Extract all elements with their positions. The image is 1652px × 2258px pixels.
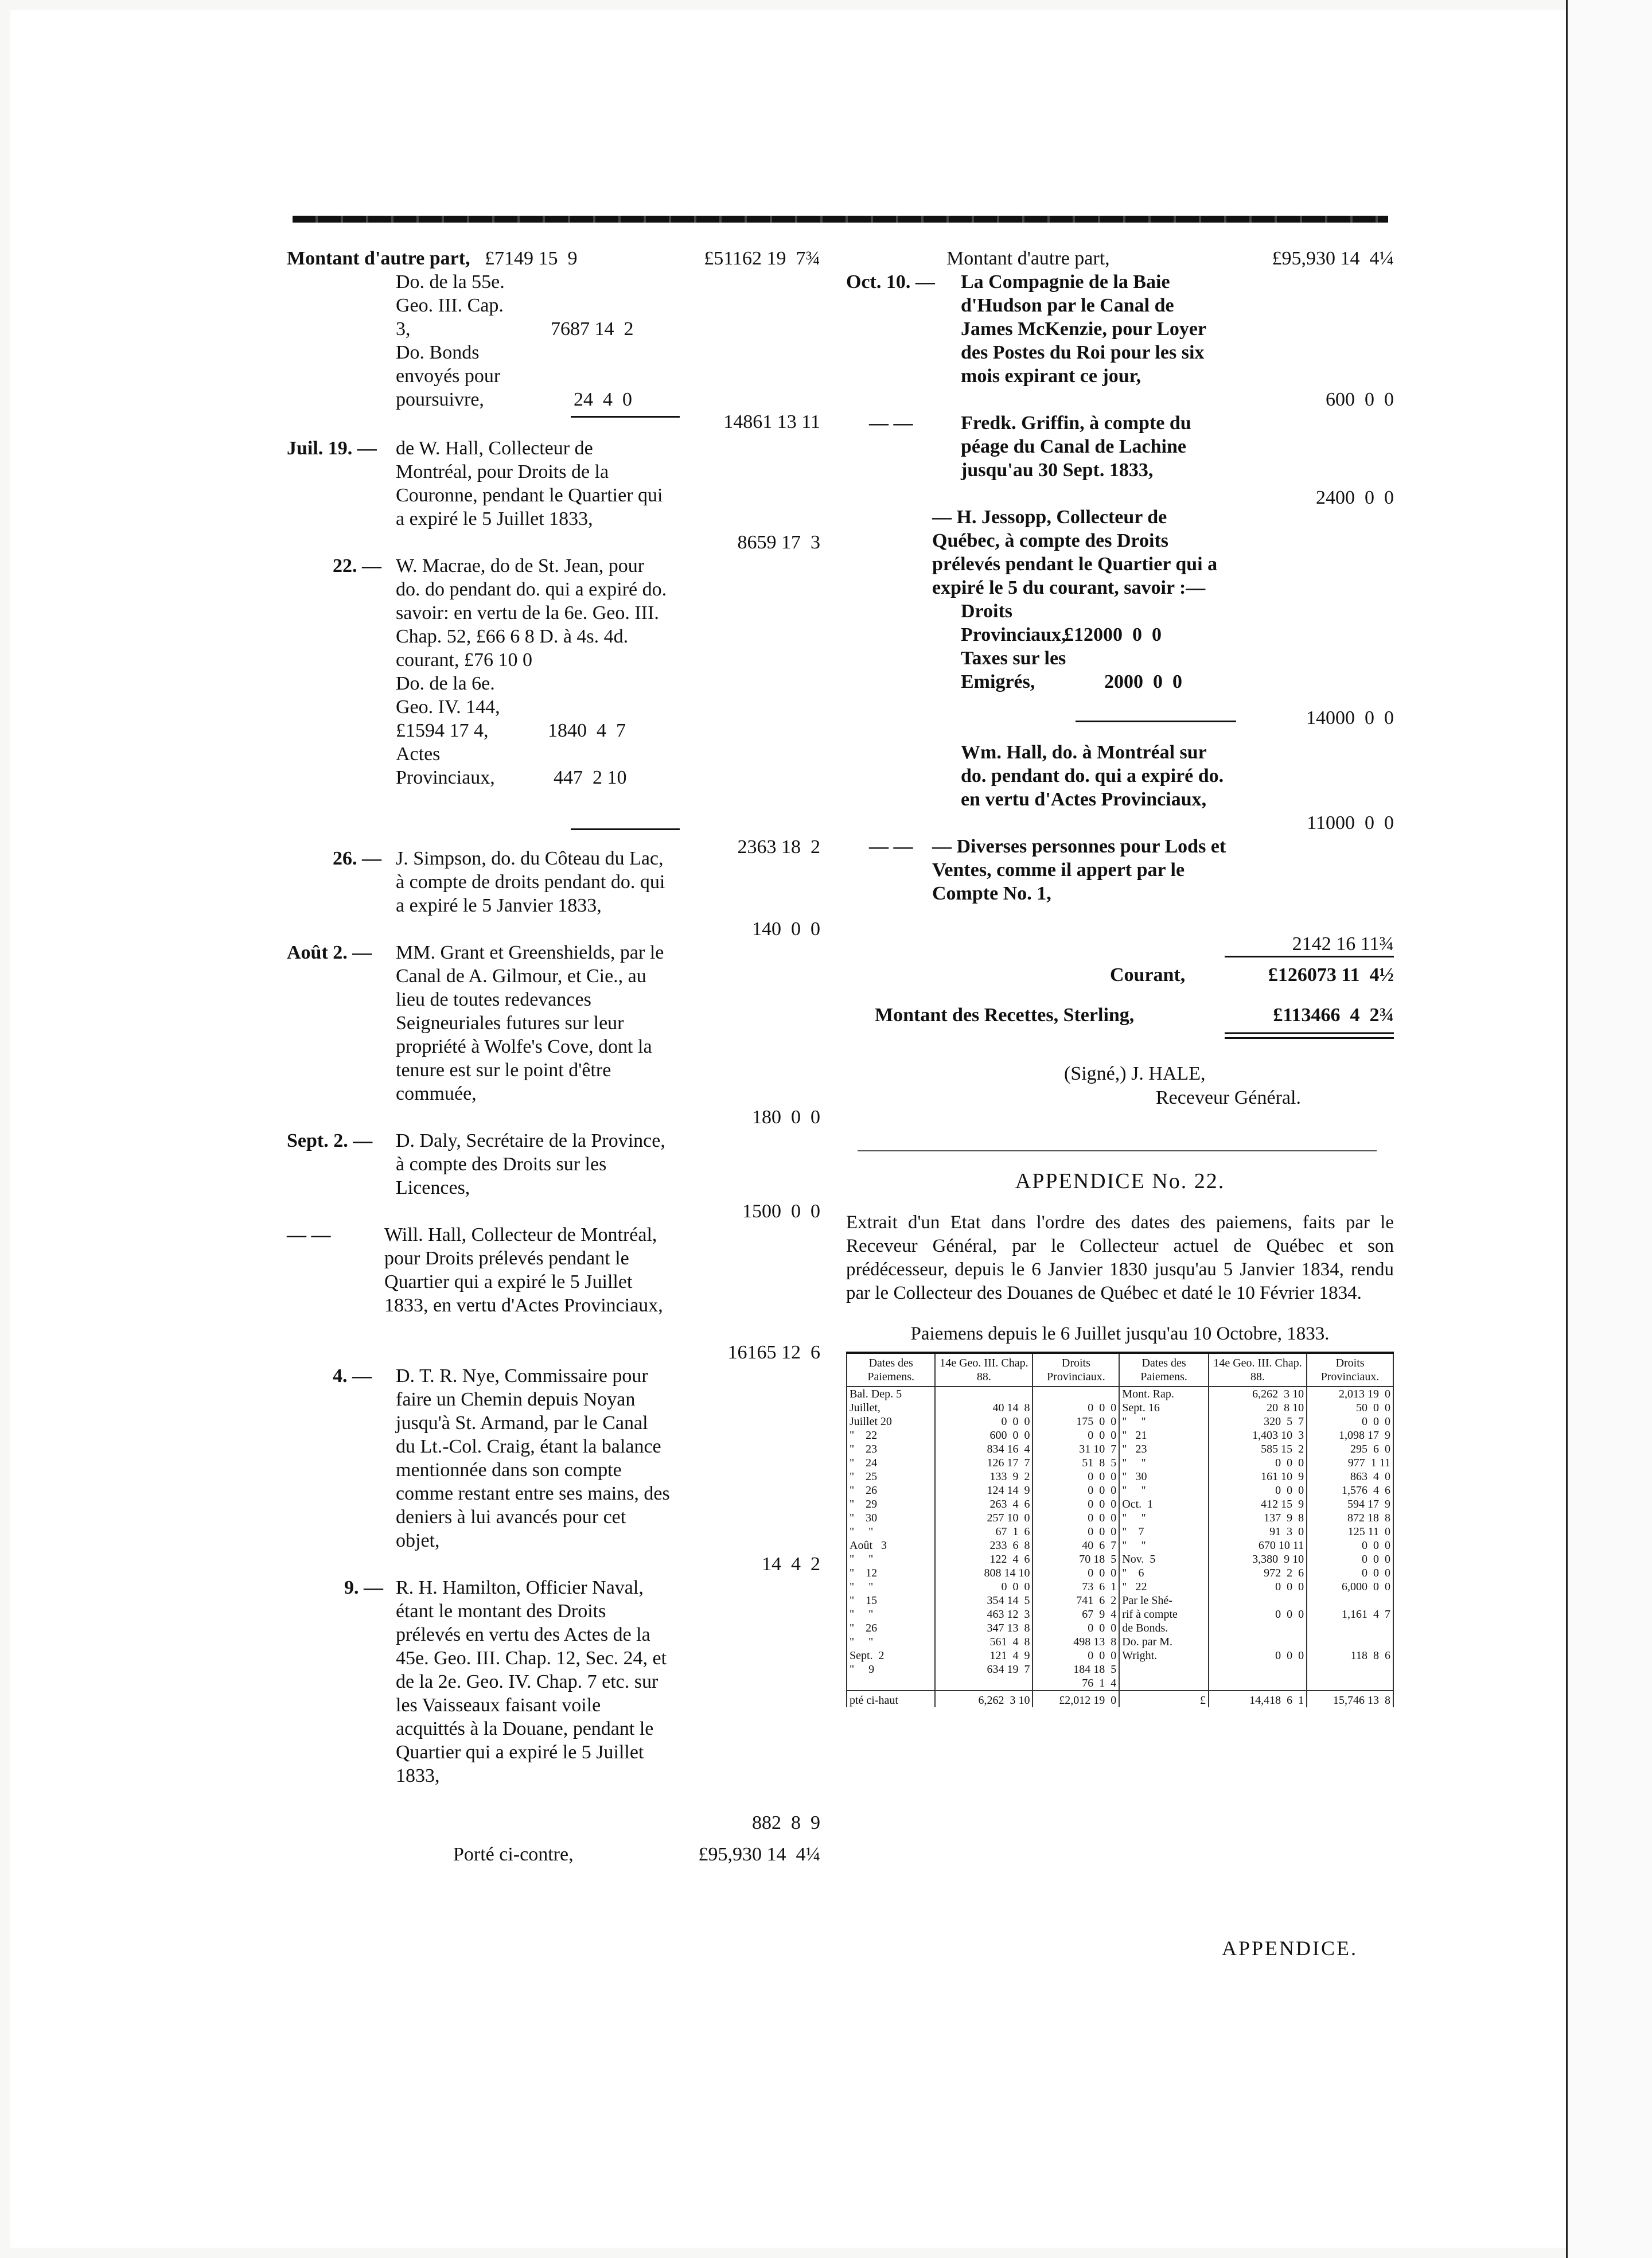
appendix-description: Extrait d'un Etat dans l'ordre des dates des paiemens, faits par le Receveur Général, par le Collecteur actuel de Québec et son prédécesseur, depuis le 6 Janvier 1830 jusqu'au 5 Janvier 1834, rendu par le Collecteur des Douanes de Québec et daté le 10 Février 1834. bbox=[846, 1212, 1394, 1303]
table-cell: " 22 bbox=[847, 1428, 935, 1442]
table-cell: " 26 bbox=[847, 1621, 935, 1635]
ledger-entry bbox=[287, 554, 820, 858]
total-cell: 15,746 13 8 bbox=[1307, 1691, 1393, 1707]
carried-amount: £95,930 14 4¼ bbox=[1272, 248, 1394, 269]
adjacent-page-edge bbox=[1566, 0, 1652, 2258]
table-cell: 263 4 6 bbox=[935, 1497, 1032, 1511]
table-cell: 40 6 7 bbox=[1032, 1539, 1119, 1552]
entry-date: 4. — bbox=[333, 1365, 372, 1387]
table-cell bbox=[1307, 1635, 1393, 1649]
table-row bbox=[847, 1594, 1393, 1607]
table-cell: 50 0 0 bbox=[1307, 1401, 1393, 1415]
table-cell bbox=[1307, 1676, 1393, 1691]
total-line bbox=[846, 963, 1394, 1003]
table-cell: 634 19 7 bbox=[935, 1663, 1032, 1676]
table-cell: 670 10 11 bbox=[1209, 1539, 1307, 1552]
entry-date: Août 2. — bbox=[287, 942, 372, 963]
table-cell: " " bbox=[847, 1635, 935, 1649]
table-cell: " " bbox=[1119, 1511, 1209, 1525]
entry-sub-amount: 7687 14 2 bbox=[551, 318, 634, 340]
entry-amount: 2142 16 11¾ bbox=[1292, 933, 1394, 955]
ledger-entry bbox=[846, 411, 1394, 508]
sub-text: Taxes sur les Emigrés, bbox=[961, 648, 1066, 692]
ledger-entry bbox=[287, 1129, 820, 1223]
table-cell: " 9 bbox=[847, 1663, 935, 1676]
table-cell: 6,000 0 0 bbox=[1307, 1580, 1393, 1594]
appendix-title: APPENDICE No. 22. bbox=[1015, 1169, 1225, 1193]
subtotal-amount: 14861 13 11 bbox=[723, 411, 820, 433]
table-cell: 0 0 0 bbox=[1032, 1470, 1119, 1484]
table-cell: 125 11 0 bbox=[1307, 1525, 1393, 1539]
table-cell: 1,098 17 9 bbox=[1307, 1428, 1393, 1442]
table-row bbox=[847, 1580, 1393, 1594]
table-cell: 137 9 8 bbox=[1209, 1511, 1307, 1525]
table-cell: " 29 bbox=[847, 1497, 935, 1511]
rule bbox=[1076, 721, 1236, 722]
col-header: Dates des Paiemens. bbox=[1119, 1353, 1209, 1387]
carried-label: Montant d'autre part, bbox=[946, 248, 1110, 269]
left-column bbox=[287, 247, 820, 1869]
entry-amount: 2363 18 2 bbox=[737, 836, 820, 858]
col-header: Droits Provinciaux. bbox=[1032, 1353, 1119, 1387]
table-cell: 161 10 9 bbox=[1209, 1470, 1307, 1484]
table-cell: " 30 bbox=[1119, 1470, 1209, 1484]
ledger-line bbox=[287, 341, 632, 411]
table-cell: " 6 bbox=[1119, 1566, 1209, 1580]
table-row bbox=[847, 1525, 1393, 1539]
table-cell: 0 0 0 bbox=[1032, 1428, 1119, 1442]
appendix-subtitle: Paiemens depuis le 6 Juillet jusqu'au 10 Octobre, 1833. bbox=[910, 1323, 1330, 1344]
table-row bbox=[847, 1621, 1393, 1635]
table-cell: 320 5 7 bbox=[1209, 1415, 1307, 1428]
table-cell: rif à compte bbox=[1119, 1607, 1209, 1621]
table-cell: 73 6 1 bbox=[1032, 1580, 1119, 1594]
table-cell bbox=[935, 1387, 1032, 1401]
table-cell: " 23 bbox=[847, 1442, 935, 1456]
table-cell: 0 0 0 bbox=[1032, 1497, 1119, 1511]
table-cell: 6,262 3 10 bbox=[1209, 1387, 1307, 1401]
table-cell: 121 4 9 bbox=[935, 1649, 1032, 1663]
entry-amount: 1500 0 0 bbox=[742, 1201, 820, 1222]
table-cell: 0 0 0 bbox=[1032, 1649, 1119, 1663]
table-header-row bbox=[847, 1353, 1393, 1387]
sub-line bbox=[287, 672, 626, 742]
table-cell: 872 18 8 bbox=[1307, 1511, 1393, 1525]
entry-date: 26. — bbox=[333, 848, 381, 869]
carried-forward-line bbox=[287, 1843, 820, 1869]
carried-label: Montant d'autre part, bbox=[287, 248, 470, 269]
entry-text: MM. Grant et Greenshields, par le Canal de A. Gilmour, et Cie., au lieu de toutes redevances Seigneuriales futures sur leur propriété à Wolfe's Cove, dont la tenure est sur le point d'être commuée, bbox=[396, 942, 664, 1104]
entry-text: Do. de la 55e. Geo. III. Cap. 3, bbox=[396, 271, 505, 340]
table-cell: 498 13 8 bbox=[1032, 1635, 1119, 1649]
table-cell: " " bbox=[1119, 1415, 1209, 1428]
table-row bbox=[847, 1566, 1393, 1580]
table-cell: " 12 bbox=[847, 1566, 935, 1580]
table-cell: 2,013 19 0 bbox=[1307, 1387, 1393, 1401]
ledger-entry bbox=[287, 1223, 820, 1364]
courant-amount: £126073 11 4½ bbox=[1268, 964, 1394, 986]
table-cell: " " bbox=[1119, 1539, 1209, 1552]
top-decorative-rule bbox=[293, 216, 1388, 223]
table-cell: " " bbox=[847, 1580, 935, 1594]
col-header: 14e Geo. III. Chap. 88. bbox=[935, 1353, 1032, 1387]
ledger-line bbox=[287, 247, 820, 270]
table-cell: 1,576 4 6 bbox=[1307, 1484, 1393, 1497]
sub-amount: £12000 0 0 bbox=[1064, 624, 1162, 645]
carried-sub-amount: £7149 15 9 bbox=[485, 248, 578, 269]
payments-table bbox=[846, 1352, 1394, 1707]
sub-text: Do. de la 6e. Geo. IV. 144, £1594 17 4, bbox=[396, 673, 500, 741]
total-cell: 6,262 3 10 bbox=[935, 1691, 1032, 1707]
table-cell: 51 8 5 bbox=[1032, 1456, 1119, 1470]
ledger-line bbox=[846, 247, 1394, 270]
sub-text: Actes Provinciaux, bbox=[396, 743, 495, 788]
ledger-entry bbox=[287, 437, 820, 554]
entry-date: — — bbox=[287, 1224, 331, 1245]
entry-amount: 180 0 0 bbox=[752, 1107, 820, 1128]
table-total-row bbox=[847, 1691, 1393, 1707]
table-cell: 3,380 9 10 bbox=[1209, 1552, 1307, 1566]
subtotal-line bbox=[287, 411, 820, 437]
double-rule bbox=[1225, 1032, 1394, 1039]
ledger-entry bbox=[846, 835, 1394, 955]
table-cell bbox=[1307, 1663, 1393, 1676]
col-header: Droits Provinciaux. bbox=[1307, 1353, 1393, 1387]
table-cell: 0 0 0 bbox=[1032, 1566, 1119, 1580]
table-cell: 585 15 2 bbox=[1209, 1442, 1307, 1456]
table-row bbox=[847, 1663, 1393, 1676]
ledger-entry bbox=[287, 1576, 820, 1835]
sub-amount: 1840 4 7 bbox=[548, 720, 626, 741]
table-cell: " 25 bbox=[847, 1470, 935, 1484]
ledger-line bbox=[287, 270, 634, 341]
table-cell: Juillet, bbox=[847, 1401, 935, 1415]
total-cell: £ bbox=[1119, 1691, 1209, 1707]
table-cell: 354 14 5 bbox=[935, 1594, 1032, 1607]
entry-amount: 140 0 0 bbox=[752, 918, 820, 940]
sub-line bbox=[846, 599, 1162, 647]
footer-running-title: APPENDICE. bbox=[1222, 1937, 1358, 1960]
table-cell: Nov. 5 bbox=[1119, 1552, 1209, 1566]
sub-line bbox=[846, 647, 1182, 694]
table-row bbox=[847, 1456, 1393, 1470]
entry-amount: 600 0 0 bbox=[1326, 389, 1394, 410]
ledger-entry bbox=[846, 270, 1394, 411]
table-cell: 0 0 0 bbox=[1209, 1607, 1307, 1621]
table-cell: 0 0 0 bbox=[1307, 1415, 1393, 1428]
table-cell: Sept. 16 bbox=[1119, 1401, 1209, 1415]
table-row bbox=[847, 1387, 1393, 1401]
table-cell: 76 1 4 bbox=[1032, 1676, 1119, 1691]
table-cell: 91 3 0 bbox=[1209, 1525, 1307, 1539]
table-cell: 0 0 0 bbox=[1032, 1484, 1119, 1497]
table-cell bbox=[1209, 1621, 1307, 1635]
table-cell: 594 17 9 bbox=[1307, 1497, 1393, 1511]
table-cell: 0 0 0 bbox=[1209, 1649, 1307, 1663]
entry-date: Juil. 19. — bbox=[287, 438, 377, 459]
table-cell: " " bbox=[847, 1552, 935, 1566]
table-cell: " 21 bbox=[1119, 1428, 1209, 1442]
table-cell: 0 0 0 bbox=[1032, 1401, 1119, 1415]
table-cell: 1,403 10 3 bbox=[1209, 1428, 1307, 1442]
table-cell: 412 15 9 bbox=[1209, 1497, 1307, 1511]
table-cell bbox=[1209, 1663, 1307, 1676]
table-cell: " " bbox=[1119, 1484, 1209, 1497]
table-cell: 40 14 8 bbox=[935, 1401, 1032, 1415]
entry-date: 22. — bbox=[333, 555, 381, 577]
table-cell: Do. par M. bbox=[1119, 1635, 1209, 1649]
table-row bbox=[847, 1415, 1393, 1428]
entry-date: 9. — bbox=[344, 1577, 383, 1598]
table-cell: " 24 bbox=[847, 1456, 935, 1470]
sub-amount: 447 2 10 bbox=[554, 767, 627, 788]
table-cell: 561 4 8 bbox=[935, 1635, 1032, 1649]
table-cell: 977 1 11 bbox=[1307, 1456, 1393, 1470]
table-cell: 126 17 7 bbox=[935, 1456, 1032, 1470]
entry-amount: 8659 17 3 bbox=[737, 532, 820, 553]
table-cell: 0 0 0 bbox=[1307, 1539, 1393, 1552]
table-cell: 133 9 2 bbox=[935, 1470, 1032, 1484]
ledger-entry bbox=[846, 741, 1394, 835]
right-column bbox=[846, 247, 1394, 1707]
table-row bbox=[847, 1484, 1393, 1497]
table-cell: " " bbox=[847, 1525, 935, 1539]
ledger-entry bbox=[287, 847, 820, 941]
table-cell: Mont. Rap. bbox=[1119, 1387, 1209, 1401]
entry-text: R. H. Hamilton, Officier Naval, étant le montant des Droits prélevés en vertu des Actes de la 45e. Geo. III. Chap. 12, Sec. 24, et de la 2e. Geo. IV. Chap. 7 etc. sur les Vaisseaux faisant voile acquittés à la Douane, pendant le Quartier qui a expiré le 5 Juillet 1833, bbox=[396, 1577, 667, 1786]
table-row bbox=[847, 1470, 1393, 1484]
ledger-entry bbox=[846, 505, 1394, 735]
entry-text: — Diverses personnes pour Lods et Ventes, comme il appert par le Compte No. 1, bbox=[932, 836, 1226, 904]
table-cell: 863 4 0 bbox=[1307, 1470, 1393, 1484]
table-row bbox=[847, 1442, 1393, 1456]
table-cell: 0 0 0 bbox=[1307, 1566, 1393, 1580]
total-cell: 14,418 6 1 bbox=[1209, 1691, 1307, 1707]
entry-date: — — bbox=[869, 412, 913, 434]
table-cell: 67 1 6 bbox=[935, 1525, 1032, 1539]
table-cell bbox=[1209, 1594, 1307, 1607]
table-cell: " 30 bbox=[847, 1511, 935, 1525]
entry-text: La Compagnie de la Baie d'Hudson par le Canal de James McKenzie, pour Loyer des Postes du Roi pour les six mois expirant ce jour, bbox=[961, 271, 1206, 387]
sub-text: Droits Provinciaux, bbox=[961, 601, 1066, 645]
table-cell bbox=[1307, 1594, 1393, 1607]
rule bbox=[571, 416, 680, 418]
table-row bbox=[847, 1511, 1393, 1525]
entry-text: D. Daly, Secrétaire de la Province, à compte des Droits sur les Licences, bbox=[396, 1130, 665, 1198]
entry-text: J. Simpson, do. du Côteau du Lac, à compte de droits pendant do. qui a expiré le 5 Janvier 1833, bbox=[396, 848, 665, 916]
rule bbox=[571, 828, 680, 830]
entry-text: Fredk. Griffin, à compte du péage du Canal de Lachine jusqu'au 30 Sept. 1833, bbox=[961, 412, 1191, 481]
table-cell: 0 0 0 bbox=[1209, 1580, 1307, 1594]
table-cell: 0 0 0 bbox=[1307, 1552, 1393, 1566]
entry-text: W. Macrae, do de St. Jean, pour do. do pendant do. qui a expiré do. savoir: en vertu de la 6e. Geo. III. Chap. 52, £66 6 8 D. à 4s. 4d. courant, £76 10 0 bbox=[396, 555, 667, 671]
table-cell bbox=[1209, 1635, 1307, 1649]
table-row bbox=[847, 1428, 1393, 1442]
table-cell: " 22 bbox=[1119, 1580, 1209, 1594]
col-header: 14e Geo. III. Chap. 88. bbox=[1209, 1353, 1307, 1387]
table-cell: 233 6 8 bbox=[935, 1539, 1032, 1552]
table-cell bbox=[1209, 1676, 1307, 1691]
table-cell: Sept. 2 bbox=[847, 1649, 935, 1663]
ledger-entry bbox=[287, 941, 820, 1129]
table-cell bbox=[847, 1676, 935, 1691]
table-cell bbox=[935, 1676, 1032, 1691]
entry-text: D. T. R. Nye, Commissaire pour faire un Chemin depuis Noyan jusqu'à St. Armand, par le Canal du Lt.-Col. Craig, étant la balance mentionnée dans son compte comme restant entre ses mains, des deniers à lui avancés pour cet objet, bbox=[396, 1365, 670, 1551]
entry-amount: 16165 12 6 bbox=[727, 1342, 820, 1363]
total-line bbox=[846, 1003, 1394, 1032]
signature: (Signé,) J. HALE, bbox=[1064, 1063, 1206, 1084]
table-cell: 463 12 3 bbox=[935, 1607, 1032, 1621]
table-row bbox=[847, 1607, 1393, 1621]
table-cell: Bal. Dep. 5 bbox=[847, 1387, 935, 1401]
total-cell: £2,012 19 0 bbox=[1032, 1691, 1119, 1707]
table-cell: " " bbox=[847, 1607, 935, 1621]
table-cell: 67 9 4 bbox=[1032, 1607, 1119, 1621]
table-cell: 0 0 0 bbox=[935, 1580, 1032, 1594]
table-cell: " 26 bbox=[847, 1484, 935, 1497]
entry-amount: 11000 0 0 bbox=[1307, 812, 1394, 834]
total-label: pté ci-haut bbox=[847, 1691, 935, 1707]
entry-date: Oct. 10. — bbox=[846, 271, 935, 293]
entry-text: — H. Jessopp, Collecteur de Québec, à compte des Droits prélevés pendant le Quartier qui a expiré le 5 du courant, savoir :— bbox=[932, 507, 1218, 598]
table-cell: 0 0 0 bbox=[1032, 1511, 1119, 1525]
table-row bbox=[847, 1539, 1393, 1552]
table-body bbox=[847, 1387, 1393, 1691]
carried-amount: £51162 19 7¾ bbox=[704, 248, 820, 269]
table-cell bbox=[1032, 1387, 1119, 1401]
table-cell bbox=[1119, 1663, 1209, 1676]
table-cell: 122 4 6 bbox=[935, 1552, 1032, 1566]
sterling-label: Montant des Recettes, Sterling, bbox=[875, 1005, 1135, 1026]
table-cell bbox=[1307, 1621, 1393, 1635]
table-cell: " " bbox=[1119, 1456, 1209, 1470]
table-cell: Août 3 bbox=[847, 1539, 935, 1552]
signature-role: Receveur Général. bbox=[1156, 1087, 1301, 1108]
entry-amount: 882 8 9 bbox=[752, 1812, 820, 1833]
sterling-amount: £113466 4 2¾ bbox=[1273, 1005, 1394, 1026]
entry-text: Will. Hall, Collecteur de Montréal, pour Droits prélevés pendant le Quartier qui a expiré le 5 Juillet 1833, en vertu d'Actes Provinciaux, bbox=[384, 1224, 663, 1316]
table-cell: Wright. bbox=[1119, 1649, 1209, 1663]
table-cell: 741 6 2 bbox=[1032, 1594, 1119, 1607]
table-cell: 124 14 9 bbox=[935, 1484, 1032, 1497]
table-cell: Juillet 20 bbox=[847, 1415, 935, 1428]
table-cell: 1,161 4 7 bbox=[1307, 1607, 1393, 1621]
table-cell: 347 13 8 bbox=[935, 1621, 1032, 1635]
table-cell: 0 0 0 bbox=[935, 1415, 1032, 1428]
sub-line bbox=[287, 742, 627, 789]
entry-text: Do. Bonds envoyés pour poursuivre, bbox=[396, 342, 501, 410]
table-cell: 175 0 0 bbox=[1032, 1415, 1119, 1428]
section-divider bbox=[858, 1150, 1377, 1151]
table-cell bbox=[1119, 1676, 1209, 1691]
entry-sub-amount: 24 4 0 bbox=[574, 389, 632, 410]
table-cell: 808 14 10 bbox=[935, 1566, 1032, 1580]
carried-forward-label: Porté ci-contre, bbox=[453, 1844, 574, 1865]
col-header: Dates des Paiemens. bbox=[847, 1353, 935, 1387]
table-cell: " 23 bbox=[1119, 1442, 1209, 1456]
table-cell: " 7 bbox=[1119, 1525, 1209, 1539]
table-row bbox=[847, 1635, 1393, 1649]
entry-date: Sept. 2. — bbox=[287, 1130, 373, 1151]
table-cell: 295 6 0 bbox=[1307, 1442, 1393, 1456]
table-row bbox=[847, 1497, 1393, 1511]
table-cell: 118 8 6 bbox=[1307, 1649, 1393, 1663]
table-cell: Oct. 1 bbox=[1119, 1497, 1209, 1511]
entry-amount: 14000 0 0 bbox=[1306, 707, 1394, 729]
table-cell: de Bonds. bbox=[1119, 1621, 1209, 1635]
table-cell: 972 2 6 bbox=[1209, 1566, 1307, 1580]
table-cell: 0 0 0 bbox=[1209, 1456, 1307, 1470]
table-cell: 834 16 4 bbox=[935, 1442, 1032, 1456]
table-cell: Par le Shé- bbox=[1119, 1594, 1209, 1607]
table-cell: 31 10 7 bbox=[1032, 1442, 1119, 1456]
table-cell: 20 8 10 bbox=[1209, 1401, 1307, 1415]
table-cell: 0 0 0 bbox=[1209, 1484, 1307, 1497]
table-cell: 257 10 0 bbox=[935, 1511, 1032, 1525]
table-cell: 70 18 5 bbox=[1032, 1552, 1119, 1566]
entry-text: de W. Hall, Collecteur de Montréal, pour Droits de la Couronne, pendant le Quartier qui a expiré le 5 Juillet 1833, bbox=[396, 438, 663, 530]
carried-forward-amount: £95,930 14 4¼ bbox=[698, 1844, 820, 1865]
entry-amount: 2400 0 0 bbox=[1316, 487, 1394, 508]
entry-amount: 14 4 2 bbox=[762, 1554, 820, 1575]
table-cell: 0 0 0 bbox=[1032, 1525, 1119, 1539]
courant-label: Courant, bbox=[1110, 964, 1186, 986]
table-cell: 184 18 5 bbox=[1032, 1663, 1119, 1676]
table-cell: 0 0 0 bbox=[1032, 1621, 1119, 1635]
sub-amount: 2000 0 0 bbox=[1104, 671, 1182, 692]
table-row bbox=[847, 1401, 1393, 1415]
table-cell: " 15 bbox=[847, 1594, 935, 1607]
table-row bbox=[847, 1676, 1393, 1691]
table-cell: 600 0 0 bbox=[935, 1428, 1032, 1442]
entry-text: Wm. Hall, do. à Montréal sur do. pendant do. qui a expiré do. en vertu d'Actes Provinciaux, bbox=[961, 742, 1224, 810]
ledger-entry bbox=[287, 1364, 820, 1576]
entry-date: — — bbox=[869, 836, 913, 857]
table-row bbox=[847, 1552, 1393, 1566]
table-row bbox=[847, 1649, 1393, 1663]
rule bbox=[1225, 956, 1394, 957]
